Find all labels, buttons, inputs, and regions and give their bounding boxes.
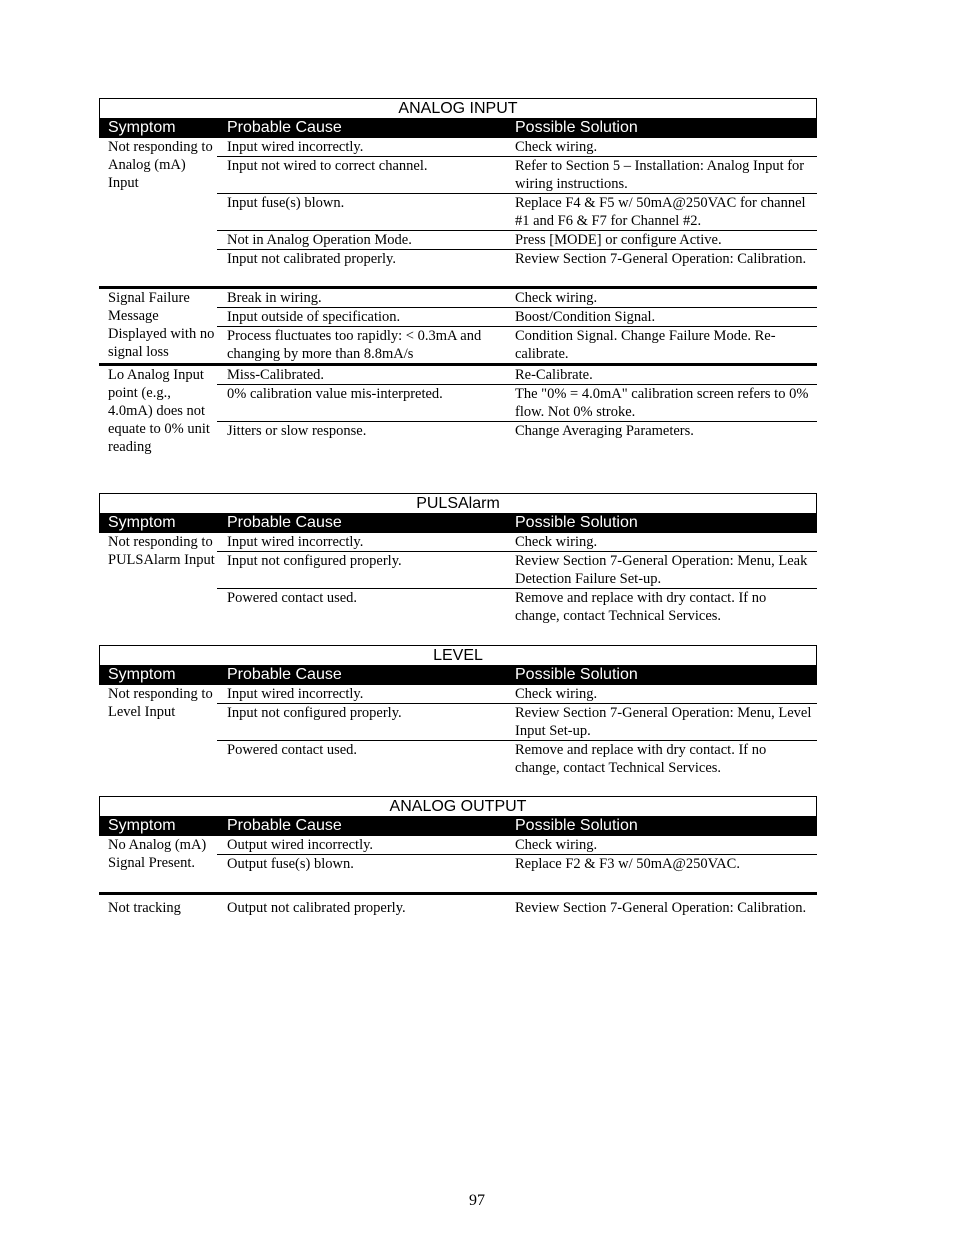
- symptom-group: [99, 892, 817, 939]
- cause-cell: Jitters or slow response.: [227, 423, 367, 439]
- symptom-group: [99, 685, 817, 777]
- symptom-group: [99, 836, 817, 892]
- table-title: LEVEL: [99, 645, 817, 665]
- cause-cell: Miss-Calibrated.: [227, 367, 325, 383]
- cause-cell: Input not wired to correct channel.: [227, 158, 428, 174]
- cause-cell: Powered contact used.: [227, 742, 358, 758]
- table-row: [217, 551, 817, 588]
- cause-cell: 0% calibration value mis-interpreted.: [227, 386, 443, 402]
- table-row: [217, 384, 817, 421]
- solution-cell: Replace F2 & F3 w/ 50mA@250VAC.: [515, 856, 740, 872]
- table-row: [217, 307, 817, 326]
- table-row: [217, 533, 817, 551]
- cause-cell: Powered contact used.: [227, 590, 358, 606]
- cause-cell: Output not calibrated properly.: [227, 900, 406, 916]
- cause-cell: Input not calibrated properly.: [227, 251, 396, 267]
- cause-cell: Output wired incorrectly.: [227, 837, 374, 853]
- cause-cell: Input wired incorrectly.: [227, 686, 364, 702]
- cause-header: Probable Cause: [227, 666, 342, 683]
- level-table: [99, 645, 817, 777]
- solution-cell: Change Averaging Parameters.: [515, 423, 694, 439]
- table-row: [217, 899, 817, 935]
- symptom-cell: Not tracking: [108, 900, 181, 916]
- table-header: [99, 118, 817, 138]
- cause-cell: Input wired incorrectly.: [227, 139, 364, 155]
- pulsalarm-table: [99, 493, 817, 625]
- analog-input-table: [99, 98, 817, 476]
- solution-cell: Press [MODE] or configure Active.: [515, 232, 722, 248]
- cause-cell: Input fuse(s) blown.: [227, 195, 345, 211]
- solution-cell: Check wiring.: [515, 534, 598, 550]
- symptom-group: [99, 363, 817, 476]
- cause-header: Probable Cause: [227, 119, 342, 136]
- table-row: [217, 138, 817, 156]
- cause-cell: Break in wiring.: [227, 290, 322, 306]
- symptom-cell: Lo Analog Input point (e.g., 4.0mA) does not equate to 0% unit reading: [108, 367, 210, 455]
- table-row: [217, 230, 817, 249]
- symptom-cell: Not responding to Analog (mA) Input: [108, 139, 213, 191]
- table-row: [217, 703, 817, 740]
- solution-header: Possible Solution: [515, 666, 638, 683]
- symptom-cell: Not responding to PULSAlarm Input: [108, 534, 215, 568]
- table-header: [99, 816, 817, 836]
- solution-header: Possible Solution: [515, 119, 638, 136]
- table-row: [217, 193, 817, 230]
- cause-cell: Input wired incorrectly.: [227, 534, 364, 550]
- table-row: [217, 421, 817, 440]
- symptom-cell: Not responding to Level Input: [108, 686, 213, 720]
- table-title: PULSAlarm: [99, 493, 817, 513]
- solution-cell: Check wiring.: [515, 290, 598, 306]
- page-number: 97: [469, 1192, 485, 1209]
- symptom-cell: Signal Failure Message Displayed with no signal loss: [108, 290, 215, 360]
- analog-output-table: [99, 796, 817, 939]
- table-row: [217, 588, 817, 625]
- solution-cell: Boost/Condition Signal.: [515, 309, 656, 325]
- table-row: [217, 685, 817, 703]
- table-row: [217, 156, 817, 193]
- table-row: [217, 366, 817, 384]
- symptom-header: Symptom: [108, 666, 176, 683]
- cause-header: Probable Cause: [227, 817, 342, 834]
- table-row: [217, 249, 817, 286]
- cause-cell: Input outside of specification.: [227, 309, 401, 325]
- solution-cell: Check wiring.: [515, 837, 598, 853]
- symptom-group: [99, 286, 817, 363]
- table-title: ANALOG INPUT: [99, 98, 817, 118]
- symptom-header: Symptom: [108, 817, 176, 834]
- table-row: [217, 289, 817, 307]
- solution-header: Possible Solution: [515, 514, 638, 531]
- symptom-group: [99, 138, 817, 286]
- cause-cell: Output fuse(s) blown.: [227, 856, 354, 872]
- solution-cell: Review Section 7-General Operation: Calibration.: [515, 900, 807, 916]
- cause-cell: Input not configured properly.: [227, 553, 402, 569]
- symptom-header: Symptom: [108, 119, 176, 136]
- cause-cell: Input not configured properly.: [227, 705, 402, 721]
- symptom-header: Symptom: [108, 514, 176, 531]
- solution-cell: Remove and replace with dry contact. If no change, contact Technical Services.: [515, 742, 767, 776]
- solution-header: Possible Solution: [515, 817, 638, 834]
- solution-cell: The "0% = 4.0mA" calibration screen refers to 0% flow. Not 0% stroke.: [515, 386, 809, 420]
- table-row: [217, 836, 817, 854]
- solution-cell: Review Section 7-General Operation: Menu, Leak Detection Failure Set-up.: [515, 553, 808, 587]
- cause-cell: Not in Analog Operation Mode.: [227, 232, 412, 248]
- table-title: ANALOG OUTPUT: [99, 796, 817, 816]
- solution-cell: Review Section 7-General Operation: Menu, Level Input Set-up.: [515, 705, 812, 739]
- solution-cell: Condition Signal. Change Failure Mode. Re-calibrate.: [515, 328, 776, 362]
- solution-cell: Re-Calibrate.: [515, 367, 593, 383]
- table-header: [99, 513, 817, 533]
- table-row: [217, 854, 817, 893]
- table-header: [99, 665, 817, 685]
- table-row: [217, 740, 817, 777]
- cause-header: Probable Cause: [227, 514, 342, 531]
- cause-cell: Process fluctuates too rapidly: < 0.3mA and changing by more than 8.8mA/s: [227, 328, 482, 362]
- symptom-group: [99, 533, 817, 625]
- solution-cell: Check wiring.: [515, 139, 598, 155]
- solution-cell: Review Section 7-General Operation: Calibration.: [515, 251, 807, 267]
- solution-cell: Replace F4 & F5 w/ 50mA@250VAC for channel #1 and F6 & F7 for Channel #2.: [515, 195, 806, 229]
- solution-cell: Check wiring.: [515, 686, 598, 702]
- solution-cell: Refer to Section 5 – Installation: Analog Input for wiring instructions.: [515, 158, 805, 192]
- solution-cell: Remove and replace with dry contact. If no change, contact Technical Services.: [515, 590, 767, 624]
- table-row: [217, 326, 817, 363]
- symptom-cell: No Analog (mA) Signal Present.: [108, 837, 207, 871]
